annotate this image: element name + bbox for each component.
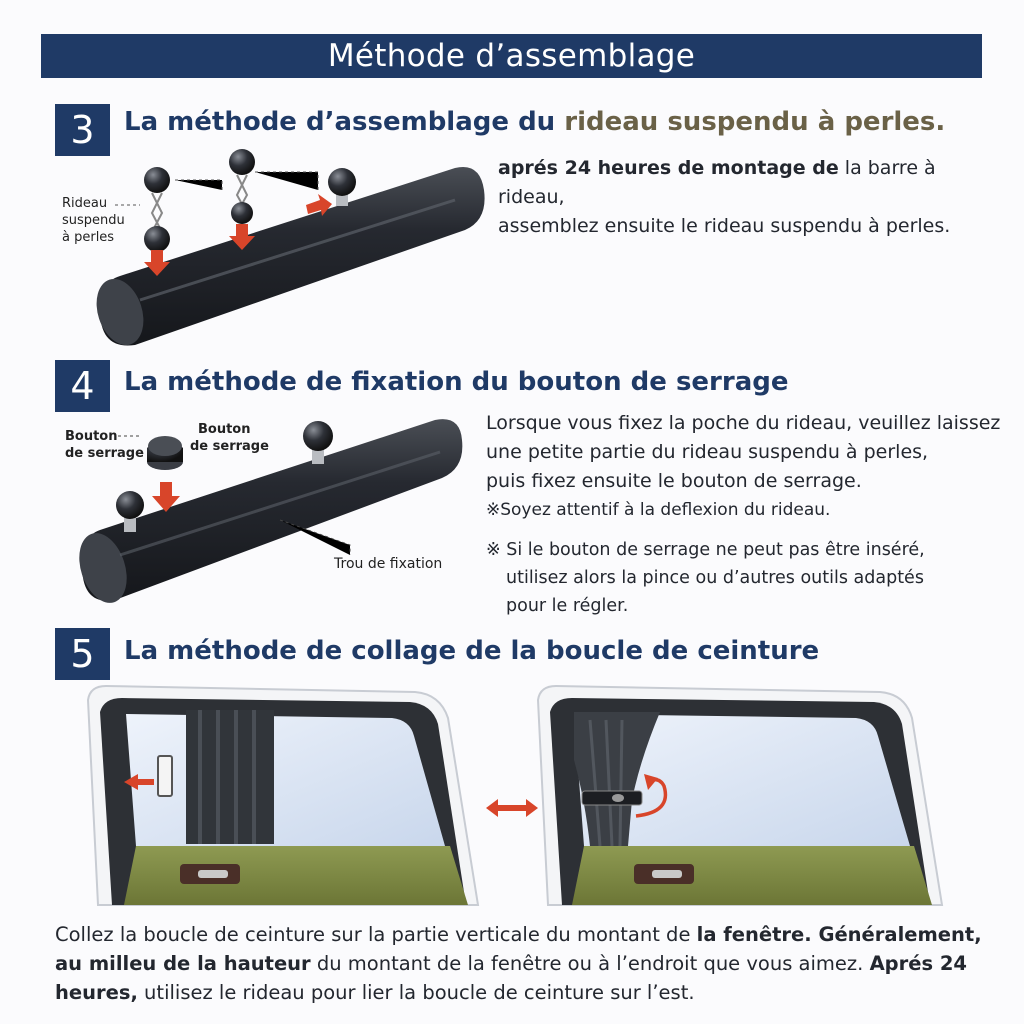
step-3-text-line2: assemblez ensuite le rideau suspendu à perles. — [498, 215, 951, 237]
bottom-text-part: utilisez le rideau pour lier la boucle de ceinture sur l’est. — [137, 981, 695, 1004]
label-line: suspendu — [62, 213, 125, 228]
step-5-text — [55, 920, 990, 1007]
page-title: Méthode d’assemblage — [327, 38, 696, 74]
step-5-title: La méthode de collage de la boucle de ceinture — [124, 636, 820, 666]
step-4-note-line: pour le régler. — [506, 596, 629, 616]
step-3-text-bold: aprés 24 heures de montage de — [498, 157, 839, 179]
step-4-note-line: utilisez alors la pince ou d’autres outils adaptés — [506, 568, 924, 588]
step-4-label-hole: Trou de fixation — [334, 556, 443, 572]
step-3-text-rest: la barre à rideau, — [498, 157, 936, 208]
step-4-title: La méthode de fixation du bouton de serrage — [124, 367, 789, 397]
step-4-note-line: ※ Si le bouton de serrage ne peut pas être inséré, — [486, 540, 925, 560]
label-line: à perles — [62, 230, 115, 245]
label-line: Bouton — [198, 422, 251, 437]
step-4-line: puis fixez ensuite le bouton de serrage. — [486, 470, 862, 492]
step-4-number: 4 — [55, 360, 110, 412]
bottom-text-bold: Aprés 24 heures, — [55, 952, 967, 1004]
label-line: Rideau — [62, 196, 108, 211]
bottom-text-part: du montant de la fenêtre ou à l’endroit que vous aimez. — [310, 952, 870, 975]
step-3-title-main: La méthode d’assemblage du — [124, 107, 565, 137]
step-3-number: 3 — [55, 104, 110, 156]
label-line: Bouton — [65, 429, 118, 444]
label-line: de serrage — [65, 446, 144, 461]
step-5-number: 5 — [55, 628, 110, 680]
step-4-line: Lorsque vous fixez la poche du rideau, veuillez laissez — [486, 412, 1001, 434]
bottom-text-bold: la fenêtre. Généralement, au milleu de la hauteur — [55, 923, 982, 975]
step-3-title-accent: rideau suspendu à perles. — [564, 107, 946, 137]
bottom-text-part: Collez la boucle de ceinture sur la partie verticale du montant de — [55, 923, 697, 946]
label-line: de serrage — [190, 439, 269, 454]
double-arrow-icon — [486, 799, 538, 817]
step-4-line: une petite partie du rideau suspendu à perles, — [486, 441, 929, 463]
step-4-note: ※Soyez attentif à la deflexion du rideau. — [486, 500, 831, 520]
